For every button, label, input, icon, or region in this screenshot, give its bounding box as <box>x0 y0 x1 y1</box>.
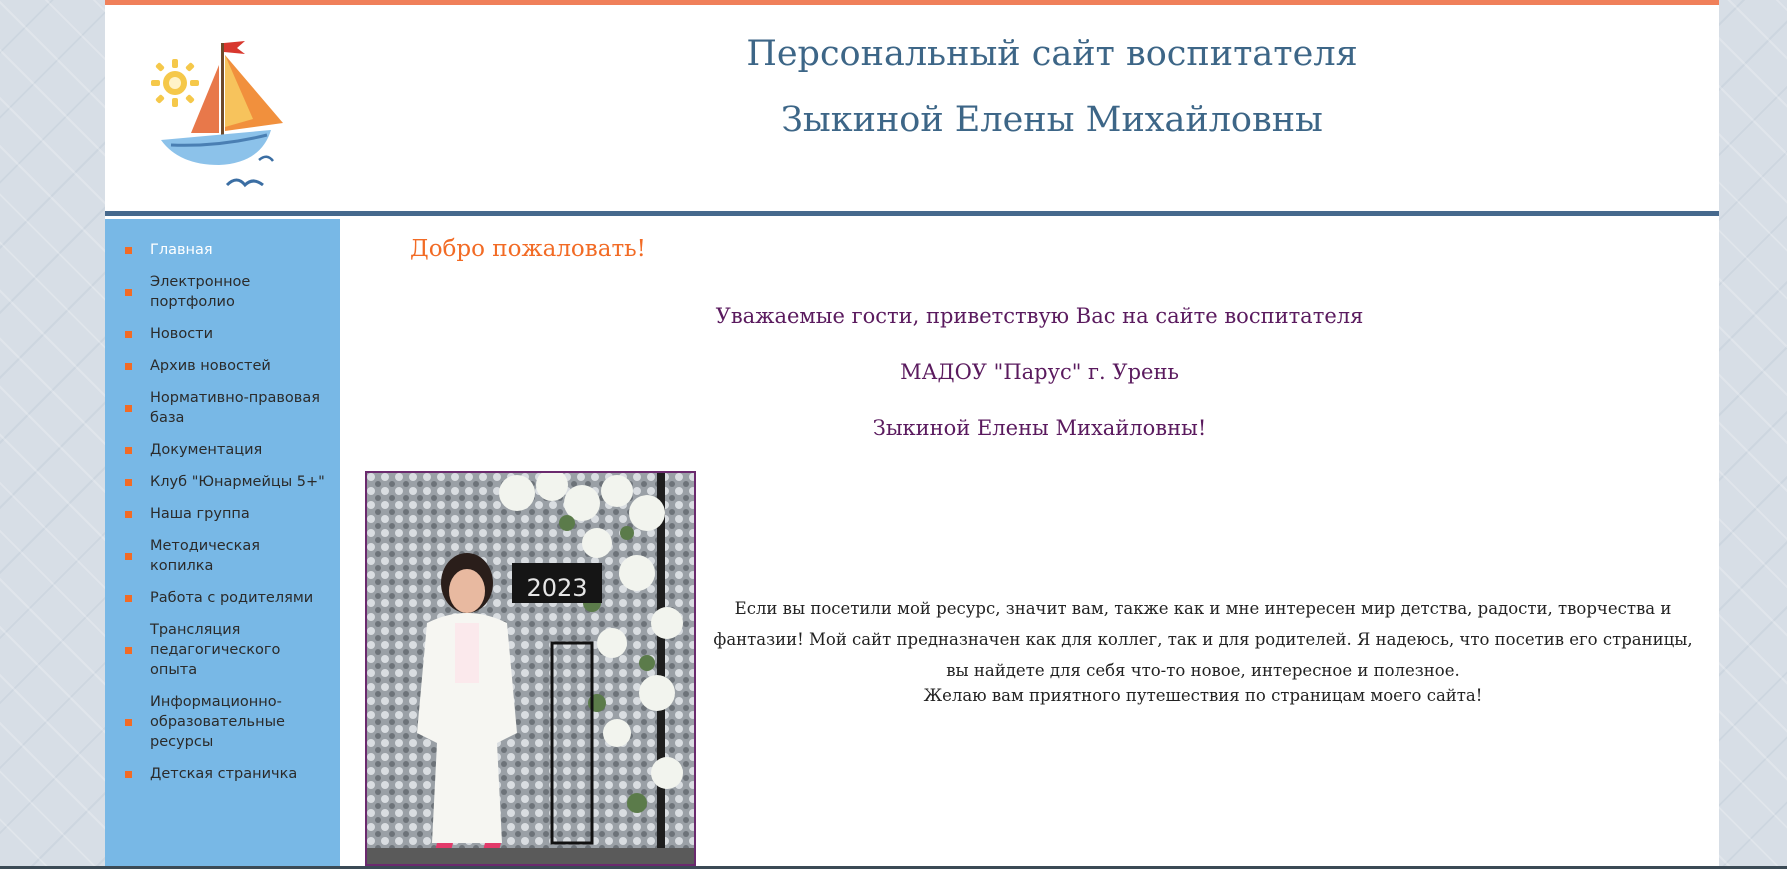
bullet-icon <box>125 771 132 778</box>
bullet-icon <box>125 331 132 338</box>
intro-paragraph: Если вы посетили мой ресурс, значит вам, также как и мне интересен мир детства, радости, творчества и фантазии! Мой сайт предназначен как для коллег, так и для родителей. Я надеюсь, что посетив его страницы, вы найдете для себя что-то новое, интересное и полезное. <box>713 599 1693 680</box>
bullet-icon <box>125 405 132 412</box>
bullet-icon <box>125 595 132 602</box>
site-header <box>105 5 1719 216</box>
bullet-icon <box>125 479 132 486</box>
sidebar-item-legal-base[interactable] <box>105 382 340 434</box>
page-container <box>105 0 1719 866</box>
bullet-icon <box>125 363 132 370</box>
sidebar-item-home[interactable] <box>105 234 340 266</box>
bullet-icon <box>125 647 132 654</box>
sidebar-item-news-archive[interactable] <box>105 350 340 382</box>
sidebar-item-label: Детская страничка <box>150 766 298 782</box>
sailboat-logo-icon[interactable] <box>141 35 291 195</box>
sidebar-item-portfolio[interactable] <box>105 266 340 318</box>
sidebar-item-label: Работа с родителями <box>150 590 314 606</box>
sidebar-item-kids-page[interactable] <box>105 758 340 790</box>
sidebar-item-documentation[interactable] <box>105 434 340 466</box>
site-title-line-2: Зыкиной Елены Михайловны <box>781 100 1323 140</box>
bullet-icon <box>125 719 132 726</box>
sidebar-item-news[interactable] <box>105 318 340 350</box>
sidebar-item-parents[interactable] <box>105 582 340 614</box>
sidebar-item-label: Клуб "Юнармейцы 5+" <box>150 474 325 490</box>
sidebar-nav <box>105 219 340 866</box>
sidebar-item-label: Нормативно-правовая база <box>150 390 320 426</box>
bullet-icon <box>125 511 132 518</box>
sidebar-item-label: Методическая копилка <box>150 538 261 574</box>
sidebar-item-our-group[interactable] <box>105 498 340 530</box>
bullet-icon <box>125 289 132 296</box>
welcome-heading: Добро пожаловать! <box>410 236 646 262</box>
sidebar-item-resources[interactable] <box>105 686 340 758</box>
bullet-icon <box>125 553 132 560</box>
sidebar-item-label: Документация <box>150 442 263 458</box>
greeting-line-3: Зыкиной Елены Михайловны! <box>872 416 1207 440</box>
main-content <box>360 216 1719 866</box>
sidebar-item-label: Информационно-образовательные ресурсы <box>150 694 285 750</box>
greeting-line-1: Уважаемые гости, приветствую Вас на сайте воспитателя <box>715 304 1364 328</box>
photo-banner-text: 2023 <box>526 574 588 602</box>
sidebar-item-label: Наша группа <box>150 506 250 522</box>
sidebar-item-label: Трансляция педагогического опыта <box>150 622 281 678</box>
sidebar-item-label: Главная <box>150 242 213 258</box>
sidebar-item-label: Новости <box>150 326 214 342</box>
sidebar-item-club[interactable] <box>105 466 340 498</box>
greeting-line-2: МАДОУ "Парус" г. Урень <box>900 360 1179 384</box>
bullet-icon <box>125 447 132 454</box>
wish-paragraph: Желаю вам приятного путешествия по страницам моего сайта! <box>923 686 1483 705</box>
content-row <box>105 216 1719 866</box>
sidebar-item-methodical[interactable] <box>105 530 340 582</box>
bullet-icon <box>125 247 132 254</box>
teacher-photo <box>365 471 696 866</box>
site-title <box>385 21 1719 153</box>
sidebar-item-label: Электронное портфолио <box>150 274 251 310</box>
site-title-line-1: Персональный сайт воспитателя <box>746 34 1358 74</box>
sidebar-item-experience[interactable] <box>105 614 340 686</box>
sidebar-item-label: Архив новостей <box>150 358 271 374</box>
